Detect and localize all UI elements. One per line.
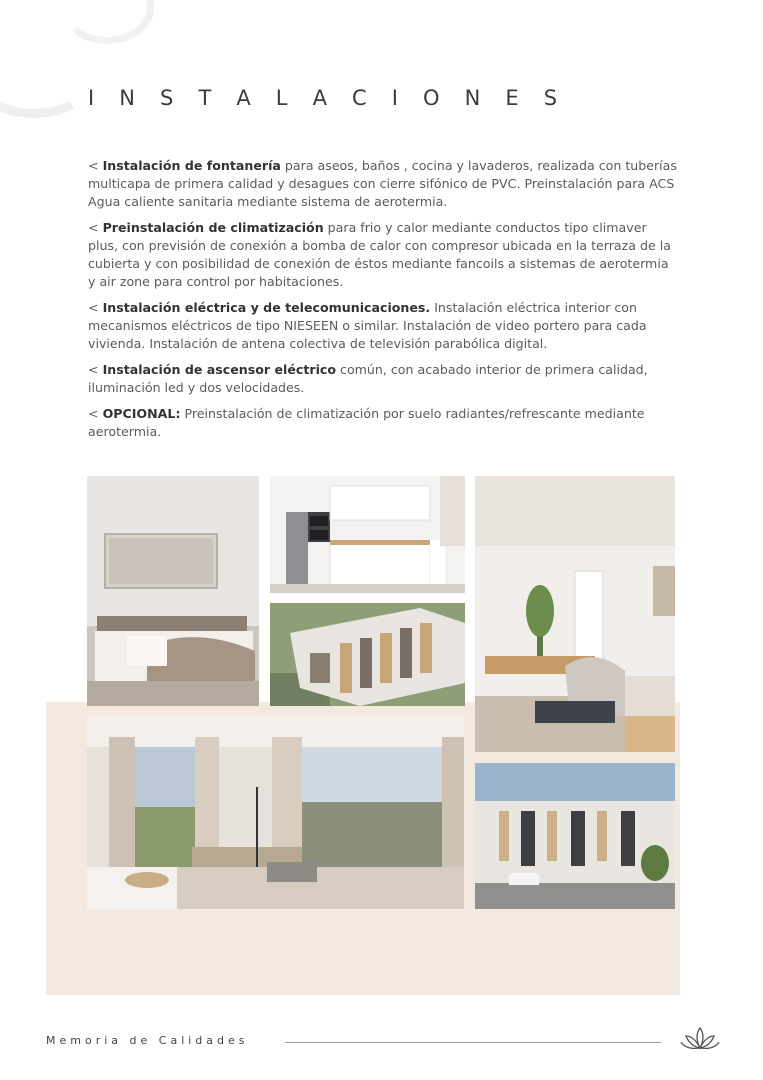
paragraph-body: común, con acabado interior de primera calidad, iluminación led y dos velocidades. — [88, 362, 648, 395]
paragraph-body: Preinstalación de climatización por suelo radiantes/refrescante mediante aerotermia. — [88, 406, 645, 439]
paragraph-climate — [88, 219, 678, 291]
paragraph-body: Instalación eléctrica interior con mecanismos eléctricos de tipo NIESEEN o similar. Instalación de video portero para cada vivienda. Instalación de antena colectiva de televisión parabólica digital. — [88, 300, 647, 351]
paragraph-heading: OPCIONAL: — [102, 406, 181, 421]
living-room-photo — [87, 717, 464, 909]
paragraph-heading: Instalación de fontanería — [102, 158, 281, 173]
paragraph-elevator — [88, 361, 678, 397]
paragraph-bullet: < — [88, 300, 103, 315]
kitchen-photo — [270, 476, 465, 593]
bedroom-photo — [87, 476, 259, 706]
paragraph-bullet: < — [88, 406, 103, 421]
installations-text — [88, 157, 678, 449]
facade-photo — [475, 763, 675, 909]
paragraph-heading: Instalación de ascensor eléctrico — [102, 362, 337, 377]
paragraph-plumbing — [88, 157, 678, 211]
paragraph-heading: Preinstalación de climatización — [102, 220, 324, 235]
lotus-icon — [680, 1024, 720, 1052]
paragraph-bullet: < — [88, 220, 103, 235]
paragraph-bullet: < — [88, 158, 103, 173]
paragraph-heading: Instalación eléctrica y de telecomunicaciones. — [102, 300, 431, 315]
living-room-corner-photo — [475, 476, 675, 752]
paragraph-bullet: < — [88, 362, 103, 377]
paragraph-body: para frio y calor mediante conductos tipo climaver plus, con previsión de conexión a bomba de calor con compresor ubicada en la terraza de la cubierta y con posibilidad de conexión de éstos mediante fancoils a sistemas de aerotermia y air zone para control por habitaciones. — [88, 220, 671, 289]
footer-label: Memoria de Calidades — [46, 1034, 249, 1047]
page-title: I N S T A L A C I O N E S — [88, 86, 567, 110]
paragraph-optional — [88, 405, 678, 441]
footer-divider — [285, 1042, 661, 1043]
paragraph-electrical — [88, 299, 678, 353]
paragraph-body: para aseos, baños , cocina y lavaderos, realizada con tuberías multicapa de primera calidad y desagues con cierre sifónico de PVC. Preinstalación para ACS Agua caliente sanitaria mediante sistema de aerotermia. — [88, 158, 677, 209]
aerial-building-photo — [270, 603, 465, 706]
